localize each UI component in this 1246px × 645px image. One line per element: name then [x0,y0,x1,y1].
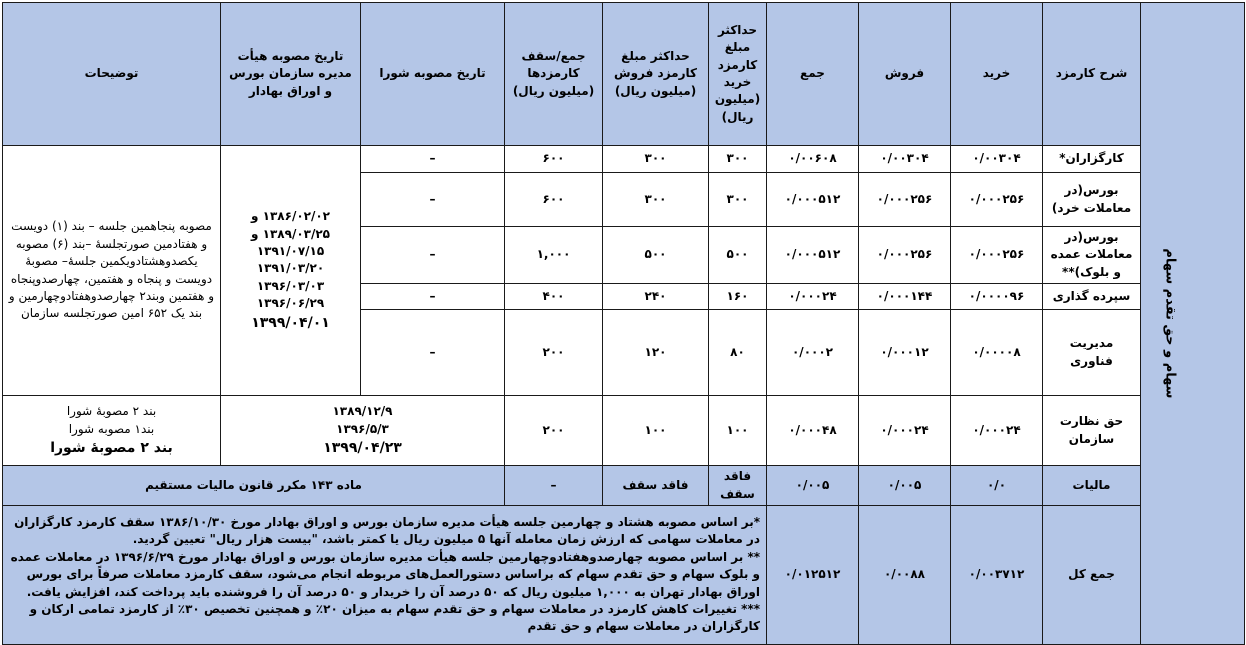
row-label: سپرده گذاری [1043,284,1141,310]
header-max-sell: حداکثر مبلغ کارمزد فروش (میلیون ریال) [603,3,709,146]
footnote: *** تغییرات کاهش کارمزد در معاملات سهام و حق تقدم سهام به میزان ۲۰٪ و همچنین تخصیص ۳۰٪ از کارمزد تمامی ارکان و کارگزاران در معاملات سهام و حق تقدم [29,602,760,634]
header-sell: فروش [859,3,951,146]
sell-value: ۰/۰۰۰۲۴ [859,396,951,466]
buy-value: ۰/۰۰۳۰۴ [951,146,1043,173]
buy-value: ۰/۰۰۰۰۸ [951,310,1043,396]
grand-total-label: جمع کل [1043,505,1141,644]
supervision-council-dates [221,396,505,466]
cap-value: ۱,۰۰۰ [505,227,603,284]
max-buy-value: ۳۰۰ [709,173,767,227]
cap-value: ۴۰۰ [505,284,603,310]
council-date-value: – [361,146,505,173]
board-dates [221,146,361,396]
tax-law: ماده ۱۴۳ مکرر قانون مالیات مستقیم [3,466,505,506]
tax-total: ۰/۰۰۵ [767,466,859,506]
buy-value: ۰/۰۰۰۰۹۶ [951,284,1043,310]
cap-value: ۶۰۰ [505,173,603,227]
tax-label: مالیات [1043,466,1141,506]
council-date: ۱۳۹۶/۵/۳ [336,421,389,436]
footnotes [3,505,767,644]
tax-max-sell: فاقد سقف [603,466,709,506]
header-fee-desc: شرح کارمزد [1043,3,1141,146]
table-row [3,396,1245,466]
board-date: ۱۳۸۹/۰۳/۲۵ و [251,226,330,241]
sell-value: ۰/۰۰۳۰۴ [859,146,951,173]
max-buy-value: ۵۰۰ [709,227,767,284]
fee-table [2,2,1245,645]
grand-total-buy: ۰/۰۰۳۷۱۲ [951,505,1043,644]
max-sell-value: ۳۰۰ [603,173,709,227]
notes-top: مصوبه پنجاهمین جلسه – بند (۱) دویست و هفتادمین صورتجلسهٔ –بند (۶) مصوبه یکصدوهشتادویکمین جلسهٔ– مصوبهٔ دویست و پنجاه و هفتمین، چهارصدوپنجاه و هفتمین وبند۲ چهارصدوهفتادوچهارمین و بند یک ۶۵۲ امین صورتجلسه سازمان [3,146,221,396]
header-council-date: تاریخ مصوبه شورا [361,3,505,146]
row-label: مدیریت فناوری [1043,310,1141,396]
footnote: *بر اساس مصوبه هشتاد و چهارمین جلسه هیأت مدیره سازمان بورس و اوراق بهادار مورخ ۱۳۸۶/۱۰/۳۰ سقف کارمزد کارگزاران در معاملات سهامی که ارزش زمان معامله آنها ۵ میلیون ریال یا کمتر باشد، "بیست هزار ریال" تعیین گردید. [14,515,760,547]
max-sell-value: ۳۰۰ [603,146,709,173]
row-label: حق نظارت سازمان [1043,396,1141,466]
side-title-cell [1141,3,1245,645]
note-line: بند ۲ مصوبهٔ شورا [66,404,157,419]
cap-value: ۶۰۰ [505,146,603,173]
sell-value: ۰/۰۰۰۱۴۴ [859,284,951,310]
board-date: ۱۳۹۶/۰۶/۲۹ [256,296,325,311]
tax-buy: ۰/۰ [951,466,1043,506]
board-date: ۱۳۹۱/۰۷/۱۵ [256,244,325,259]
total-value: ۰/۰۰۰۵۱۲ [767,227,859,284]
sell-value: ۰/۰۰۰۲۵۶ [859,173,951,227]
total-value: ۰/۰۰۰۲۴ [767,284,859,310]
note-line: بند۱ مصوبه شورا [68,421,155,436]
board-date: ۱۳۹۱/۰۳/۲۰ [256,261,325,276]
row-label: بورس(در معاملات عمده و بلوک)** [1043,227,1141,284]
grand-total-row [3,505,1245,644]
header-board-date: تاریخ مصوبه هیأت مدیره سازمان بورس و اوراق بهادار [221,3,361,146]
max-sell-value: ۱۲۰ [603,310,709,396]
header-notes: توضیحات [3,3,221,146]
tax-cap: – [505,466,603,506]
total-value: ۰/۰۰۰۲ [767,310,859,396]
side-title: سهام و حق تقدم سهام [1162,248,1178,399]
council-date-value: – [361,173,505,227]
note-line-bold: بند ۲ مصوبهٔ شورا [50,439,173,456]
max-buy-value: ۳۰۰ [709,146,767,173]
sell-value: ۰/۰۰۰۱۲ [859,310,951,396]
tax-row [3,466,1245,506]
header-cap: جمع/سقف کارمزدها (میلیون ریال) [505,3,603,146]
council-date-value: – [361,310,505,396]
council-date-value: – [361,284,505,310]
header-buy: خرید [951,3,1043,146]
footnote: ** بر اساس مصوبه چهارصدوهفتادوچهارمین جلسه هیأت مدیره سازمان بورس و اوراق بهادار مورخ ۱۳۹۶/۶/۲۹ در معاملات عمده و بلوک سهام و حق تقدم سهام که براساس دستورالعمل‌های مربوطه انجام می‌شود، سقف کارمزد معاملات صرفاً برای بورس اوراق بهادار تهران به ۱,۰۰۰ میلیون ریال که ۵۰ درصد آن را خریدار و ۵۰ درصد آن را فروشنده باید پرداخت کند، افزایش یافت. [10,549,760,599]
council-date: ۱۳۸۹/۱۲/۹ [332,404,393,419]
total-value: ۰/۰۰۶۰۸ [767,146,859,173]
grand-total-total: ۰/۰۱۲۵۱۲ [767,505,859,644]
buy-value: ۰/۰۰۰۲۵۶ [951,227,1043,284]
tax-sell: ۰/۰۰۵ [859,466,951,506]
max-buy-value: ۱۰۰ [709,396,767,466]
board-date: ۱۳۸۶/۰۲/۰۲ و [251,209,330,224]
max-buy-value: ۸۰ [709,310,767,396]
council-date-bold: ۱۳۹۹/۰۴/۲۳ [323,439,402,456]
board-date: ۱۳۹۶/۰۳/۰۳ [256,278,325,293]
council-date-value: – [361,227,505,284]
tax-max-buy: فاقد سقف [709,466,767,506]
row-label: بورس(در معاملات خرد) [1043,173,1141,227]
buy-value: ۰/۰۰۰۲۴ [951,396,1043,466]
cap-value: ۲۰۰ [505,396,603,466]
supervision-notes [3,396,221,466]
total-value: ۰/۰۰۰۴۸ [767,396,859,466]
table-row [3,146,1245,173]
buy-value: ۰/۰۰۰۲۵۶ [951,173,1043,227]
max-sell-value: ۱۰۰ [603,396,709,466]
board-date-bold: ۱۳۹۹/۰۴/۰۱ [251,314,330,331]
header-max-buy: حداکثر مبلغ کارمزد خرید (میلیون ریال) [709,3,767,146]
max-buy-value: ۱۶۰ [709,284,767,310]
sell-value: ۰/۰۰۰۲۵۶ [859,227,951,284]
max-sell-value: ۵۰۰ [603,227,709,284]
grand-total-sell: ۰/۰۰۸۸ [859,505,951,644]
max-sell-value: ۲۴۰ [603,284,709,310]
cap-value: ۲۰۰ [505,310,603,396]
row-label: کارگزاران* [1043,146,1141,173]
total-value: ۰/۰۰۰۵۱۲ [767,173,859,227]
header-total: جمع [767,3,859,146]
